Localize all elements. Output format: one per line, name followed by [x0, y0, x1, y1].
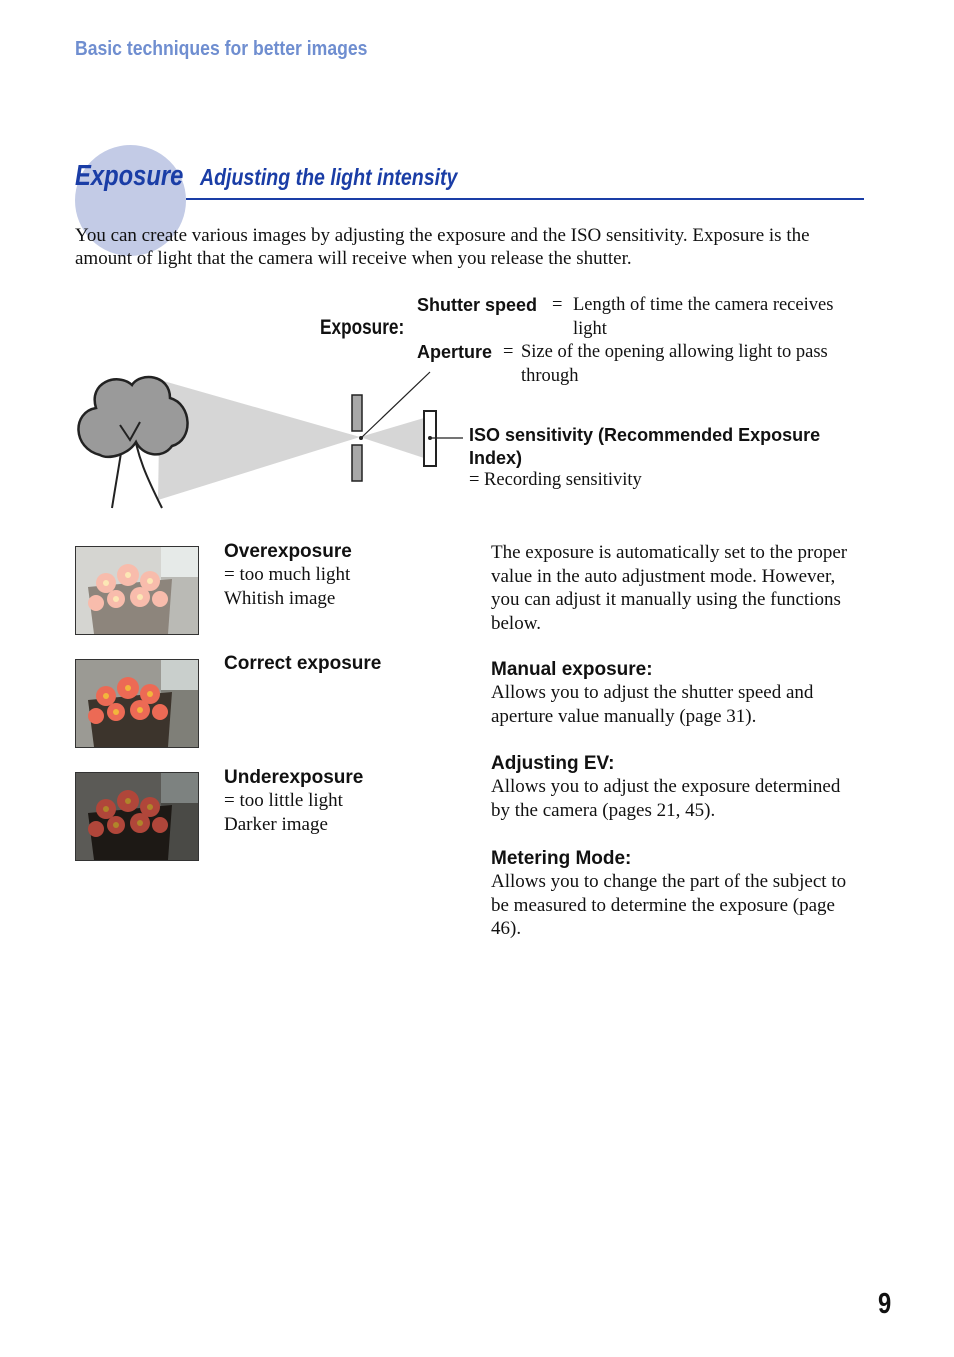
aperture-blade-bottom	[352, 445, 362, 481]
metering-mode-heading: Metering Mode:	[491, 848, 632, 869]
aperture-term: Aperture	[417, 342, 493, 362]
overexposure-line-2: Whitish image	[224, 587, 336, 609]
intro-paragraph: You can create various images by adjusting the exposure and the ISO sensitivity. Exposure is the amount of light that the camera will receive when you release the shutter.	[75, 225, 810, 269]
shutter-speed-definition: Length of time the camera receives light	[573, 295, 834, 339]
correct-exposure-photo	[75, 659, 199, 748]
aperture-definition: Size of the opening allowing light to pass through	[521, 342, 828, 386]
adjusting-ev-heading: Adjusting EV:	[491, 753, 615, 774]
underexposure-line-2: Darker image	[224, 813, 328, 835]
metering-mode-text: Allows you to change the part of the subject to be measured to determine the exposure (page 46).	[491, 871, 847, 939]
shutter-speed-eq: =	[552, 295, 563, 315]
manual-exposure-block	[491, 659, 861, 728]
overexposure-line-1: = too much light	[224, 564, 351, 585]
page-title: Exposure	[75, 160, 184, 192]
page-number: 9	[878, 1288, 892, 1320]
light-cone-left	[158, 380, 360, 500]
shutter-speed-term: Shutter speed	[417, 295, 538, 315]
correct-exposure-caption	[224, 653, 464, 675]
page-subtitle: Adjusting the light intensity	[200, 164, 458, 190]
overexposure-photo	[75, 546, 199, 635]
auto-adjustment-paragraph: The exposure is automatically set to the proper value in the auto adjustment mode. However, you can adjust it manually using the functions below.	[491, 542, 848, 634]
underexposure-caption	[224, 767, 464, 836]
adjusting-ev-text: Allows you to adjust the exposure determined by the camera (pages 21, 45).	[491, 776, 841, 821]
overexposure-title: Overexposure	[224, 541, 352, 562]
iso-term: ISO sensitivity (Recommended Exposure Index)	[469, 425, 821, 468]
adjusting-ev-block	[491, 753, 861, 822]
section-header: Basic techniques for better images	[75, 38, 368, 60]
overexposure-caption	[224, 541, 464, 610]
metering-mode-block	[491, 848, 861, 941]
aperture-eq: =	[503, 342, 514, 362]
underexposure-photo	[75, 772, 199, 861]
iso-definition: = Recording sensitivity	[469, 470, 642, 490]
exposure-label: Exposure:	[320, 316, 405, 339]
underexposure-title: Underexposure	[224, 767, 364, 788]
correct-exposure-title: Correct exposure	[224, 653, 382, 674]
aperture-blade-top	[352, 395, 362, 431]
underexposure-line-1: = too little light	[224, 790, 343, 811]
manual-exposure-text: Allows you to adjust the shutter speed and aperture value manually (page 31).	[491, 682, 814, 727]
light-cone-right	[360, 418, 424, 458]
manual-exposure-heading: Manual exposure:	[491, 659, 653, 680]
